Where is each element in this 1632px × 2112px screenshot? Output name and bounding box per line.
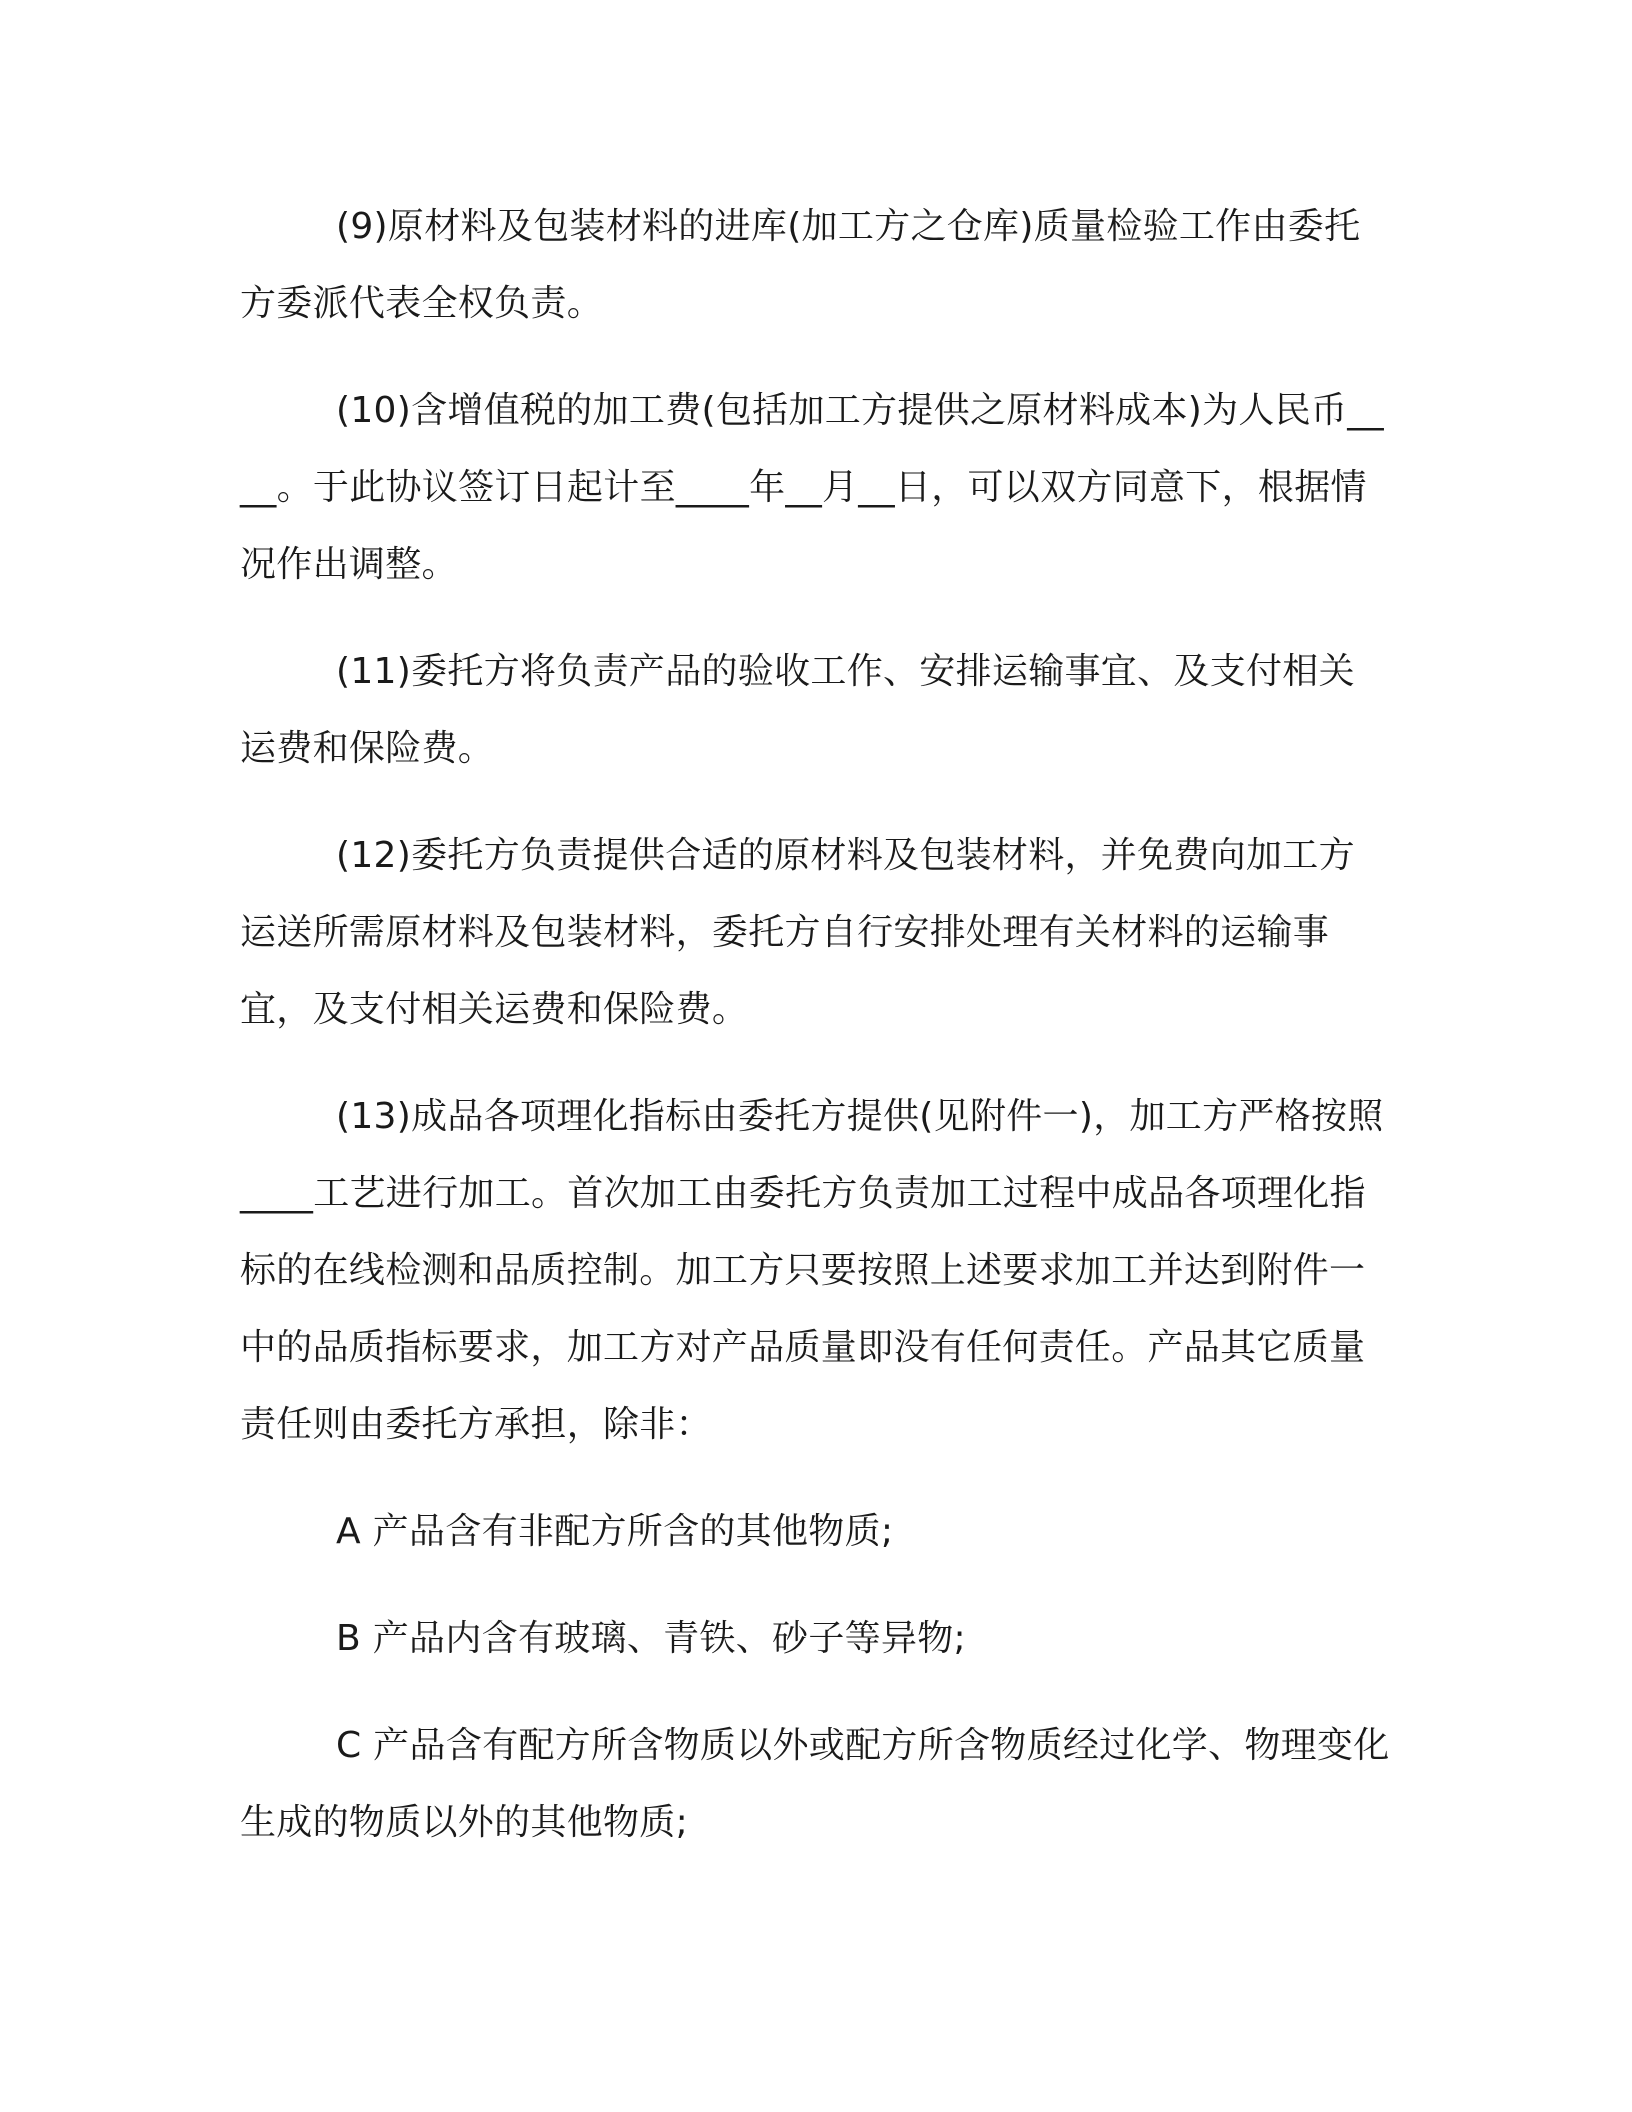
paragraph-13: (13)成品各项理化指标由委托方提供(见附件一)，加工方严格按照____工艺进行加工。首次加工由委托方负责加工过程中成品各项理化指标的在线检测和品质控制。加工方只要按照上述要求加工并达到附件一中的品质指标要求，加工方对产品质量即没有任何责任。产品其它质量责任则由委托方承担，除非： xyxy=(240,1096,1384,1445)
paragraph-12: (12)委托方负责提供合适的原材料及包装材料，并免费向加工方运送所需原材料及包装材料，委托方自行安排处理有关材料的运输事宜，及支付相关运费和保险费。 xyxy=(240,835,1355,1030)
exception-item-c: C 产品含有配方所含物质以外或配方所含物质经过化学、物理变化生成的物质以外的其他物质; xyxy=(240,1725,1390,1843)
exception-item-a: A 产品含有非配方所含的其他物质; xyxy=(336,1511,894,1552)
exception-item-b: B 产品内含有玻璃、青铁、砂子等异物; xyxy=(336,1618,966,1659)
paragraph-10: (10)含增值税的加工费(包括加工方提供之原材料成本)为人民币____。于此协议签订日起计至____年__月__日，可以双方同意下，根据情况作出调整。 xyxy=(240,390,1384,585)
paragraph-9: (9)原材料及包装材料的进库(加工方之仓库)质量检验工作由委托方委派代表全权负责。 xyxy=(240,206,1361,324)
paragraph-11: (11)委托方将负责产品的验收工作、安排运输事宜、及支付相关运费和保险费。 xyxy=(240,651,1355,769)
document-body xyxy=(240,188,1390,1891)
